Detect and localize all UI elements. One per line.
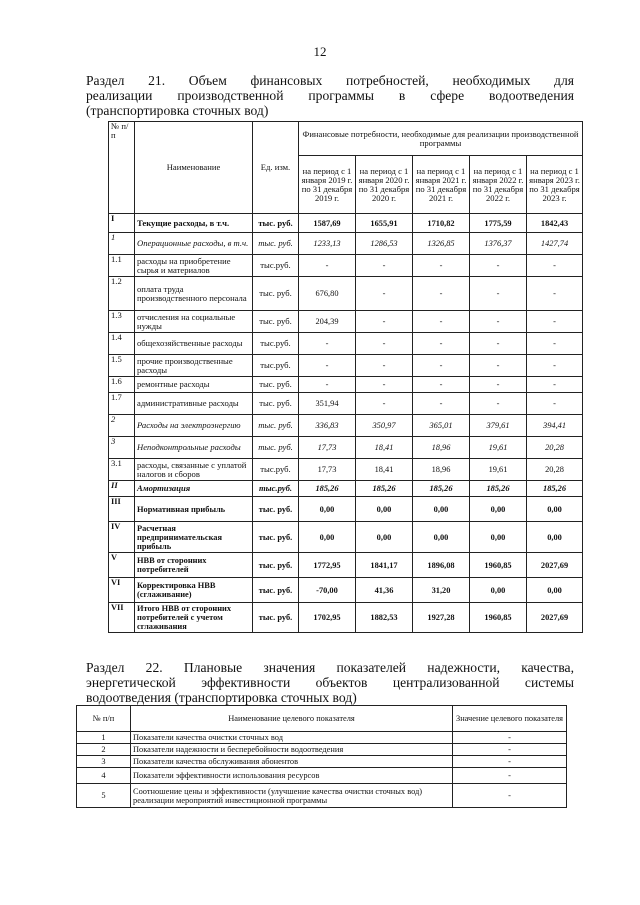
row-value: 0,00 xyxy=(527,578,583,603)
row-unit: тыс.руб. xyxy=(253,459,299,481)
row-unit: тыс. руб. xyxy=(253,603,299,633)
row-value: 2027,69 xyxy=(527,603,583,633)
row-name: Показатели качества обслуживания абонентов xyxy=(131,756,453,768)
row-value: 1702,95 xyxy=(299,603,356,633)
row-value: 17,73 xyxy=(299,459,356,481)
page-number: 12 xyxy=(313,44,327,59)
row-value: 379,61 xyxy=(470,415,527,437)
row-value: 350,97 xyxy=(356,415,413,437)
row-value: - xyxy=(470,311,527,333)
row-value: 676,80 xyxy=(299,277,356,311)
row-num: 4 xyxy=(77,768,131,784)
section-22-heading xyxy=(86,660,574,705)
row-name: НВВ от сторонних потребителей xyxy=(135,553,253,578)
row-value: 1286,53 xyxy=(356,233,413,255)
row-value: 20,28 xyxy=(527,459,583,481)
row-num: 1.7 xyxy=(109,393,135,415)
row-value: - xyxy=(299,377,356,393)
row-value: - xyxy=(413,377,470,393)
row-value: - xyxy=(356,355,413,377)
row-value: 31,20 xyxy=(413,578,470,603)
row-name: Операционные расходы, в т.ч. xyxy=(135,233,253,255)
row-value: - xyxy=(356,311,413,333)
row-num: 1.1 xyxy=(109,255,135,277)
row-value: 0,00 xyxy=(470,522,527,553)
row-value: - xyxy=(470,255,527,277)
row-unit: тыс. руб. xyxy=(253,553,299,578)
row-value: - xyxy=(413,311,470,333)
row-value: 1960,85 xyxy=(470,603,527,633)
row-num: 3.1 xyxy=(109,459,135,481)
row-num: 1.6 xyxy=(109,377,135,393)
row-num: II xyxy=(109,481,135,497)
row-value: 0,00 xyxy=(470,497,527,522)
row-value: 1710,82 xyxy=(413,214,470,233)
row-num: V xyxy=(109,553,135,578)
row-value: - xyxy=(453,732,567,744)
row-value: 0,00 xyxy=(299,522,356,553)
row-value: 18,41 xyxy=(356,459,413,481)
heading-line: (транспортировка сточных вод) xyxy=(86,103,269,118)
row-name: Показатели надежности и бесперебойности водоотведения xyxy=(131,744,453,756)
row-value: - xyxy=(413,333,470,355)
header-name: Наименование целевого показателя xyxy=(131,706,453,732)
row-value: - xyxy=(299,333,356,355)
row-value: 351,94 xyxy=(299,393,356,415)
row-value: - xyxy=(413,277,470,311)
row-name: Показатели качества очистки сточных вод xyxy=(131,732,453,744)
row-value: 19,61 xyxy=(470,459,527,481)
table-row xyxy=(109,522,583,553)
row-value: - xyxy=(527,255,583,277)
row-value: 1896,08 xyxy=(413,553,470,578)
row-unit: тыс. руб. xyxy=(253,415,299,437)
row-value: - xyxy=(356,277,413,311)
row-value: 20,28 xyxy=(527,437,583,459)
table-row xyxy=(77,732,567,744)
row-value: 1376,37 xyxy=(470,233,527,255)
row-value: 0,00 xyxy=(413,522,470,553)
row-value: 0,00 xyxy=(356,497,413,522)
row-value: 18,96 xyxy=(413,459,470,481)
row-value: 185,26 xyxy=(470,481,527,497)
row-value: 41,36 xyxy=(356,578,413,603)
row-value: 2027,69 xyxy=(527,553,583,578)
row-unit: тыс. руб. xyxy=(253,277,299,311)
row-num: 1.4 xyxy=(109,333,135,355)
row-value: 1772,95 xyxy=(299,553,356,578)
row-name: Текущие расходы, в т.ч. xyxy=(135,214,253,233)
table-row xyxy=(77,784,567,808)
table-row xyxy=(109,311,583,333)
row-unit: тыс. руб. xyxy=(253,393,299,415)
table-row xyxy=(109,393,583,415)
table-row xyxy=(77,768,567,784)
heading-line: энергетической эффективности объектов централизованной системы xyxy=(86,675,574,690)
header-period: на период с 1 января 2019 г. по 31 декабря 2019 г. xyxy=(299,156,356,214)
row-value: 1882,53 xyxy=(356,603,413,633)
row-value: 1427,74 xyxy=(527,233,583,255)
table-row xyxy=(109,277,583,311)
table-row xyxy=(109,255,583,277)
row-value: - xyxy=(470,377,527,393)
row-value: 1842,43 xyxy=(527,214,583,233)
row-value: 204,39 xyxy=(299,311,356,333)
row-value: 19,61 xyxy=(470,437,527,459)
row-value: - xyxy=(356,333,413,355)
row-value: - xyxy=(356,393,413,415)
row-value: - xyxy=(470,355,527,377)
header-num: № п/п xyxy=(109,122,135,214)
table-row xyxy=(109,377,583,393)
row-value: 336,83 xyxy=(299,415,356,437)
row-unit: тыс. руб. xyxy=(253,214,299,233)
row-value: 0,00 xyxy=(527,497,583,522)
row-value: 1927,28 xyxy=(413,603,470,633)
header-period: на период с 1 января 2020 г. по 31 декабря 2020 г. xyxy=(356,156,413,214)
row-unit: тыс. руб. xyxy=(253,497,299,522)
row-num: I xyxy=(109,214,135,233)
financial-needs-table xyxy=(108,121,583,633)
row-unit: тыс. руб. xyxy=(253,233,299,255)
row-name: ремонтные расходы xyxy=(135,377,253,393)
header-period: на период с 1 января 2022 г. по 31 декабря 2022 г. xyxy=(470,156,527,214)
row-value: - xyxy=(356,377,413,393)
row-name: Расходы на электроэнергию xyxy=(135,415,253,437)
row-unit: тыс.руб. xyxy=(253,481,299,497)
row-value: - xyxy=(453,756,567,768)
row-name: Неподконтрольные расходы xyxy=(135,437,253,459)
row-num: IV xyxy=(109,522,135,553)
header-value: Значение целевого показателя xyxy=(453,706,567,732)
row-value: - xyxy=(299,255,356,277)
target-indicators-table xyxy=(76,705,567,808)
row-value: - xyxy=(527,277,583,311)
header-period: на период с 1 января 2021 г. по 31 декабря 2021 г. xyxy=(413,156,470,214)
row-name: Показатели эффективности использования ресурсов xyxy=(131,768,453,784)
row-value: - xyxy=(299,355,356,377)
table-row xyxy=(109,481,583,497)
row-name: прочие производственные расходы xyxy=(135,355,253,377)
table-row xyxy=(77,744,567,756)
row-unit: тыс. руб. xyxy=(253,578,299,603)
row-value: 18,41 xyxy=(356,437,413,459)
row-num: VII xyxy=(109,603,135,633)
heading-line: водоотведения (транспортировка сточных вод) xyxy=(86,690,357,705)
row-value: - xyxy=(470,277,527,311)
row-num: VI xyxy=(109,578,135,603)
row-value: - xyxy=(527,377,583,393)
table-row xyxy=(109,553,583,578)
table-row xyxy=(109,415,583,437)
row-name: общехозяйственные расходы xyxy=(135,333,253,355)
header-group: Финансовые потребности, необходимые для реализации производственной программы xyxy=(299,122,583,156)
row-unit: тыс. руб. xyxy=(253,522,299,553)
row-value: 185,26 xyxy=(527,481,583,497)
row-value: 1233,13 xyxy=(299,233,356,255)
row-value: 1960,85 xyxy=(470,553,527,578)
table-row xyxy=(109,233,583,255)
row-value: - xyxy=(356,255,413,277)
row-num: 5 xyxy=(77,784,131,808)
table-row xyxy=(109,437,583,459)
row-value: 365,01 xyxy=(413,415,470,437)
row-value: - xyxy=(413,255,470,277)
row-name: Амортизация xyxy=(135,481,253,497)
row-num: 1.5 xyxy=(109,355,135,377)
header-period: на период с 1 января 2023 г. по 31 декабря 2023 г. xyxy=(527,156,583,214)
row-num: III xyxy=(109,497,135,522)
row-num: 2 xyxy=(77,744,131,756)
row-num: 1 xyxy=(109,233,135,255)
heading-line: Раздел 22. Плановые значения показателей надежности, качества, xyxy=(86,660,574,675)
row-num: 3 xyxy=(109,437,135,459)
heading-line: реализации производственной программы в сфере водоотведения xyxy=(86,88,574,103)
row-value: 0,00 xyxy=(299,497,356,522)
row-name: Корректировка НВВ (сглаживание) xyxy=(135,578,253,603)
row-value: -70,00 xyxy=(299,578,356,603)
row-num: 2 xyxy=(109,415,135,437)
heading-line: Раздел 21. Объем финансовых потребностей, необходимых для xyxy=(86,73,574,88)
row-unit: тыс.руб. xyxy=(253,255,299,277)
row-name: оплата труда производственного персонала xyxy=(135,277,253,311)
row-value: - xyxy=(453,784,567,808)
row-name: административные расходы xyxy=(135,393,253,415)
header-unit: Ед. изм. xyxy=(253,122,299,214)
row-value: - xyxy=(470,393,527,415)
row-value: - xyxy=(413,393,470,415)
row-num: 1.3 xyxy=(109,311,135,333)
row-num: 1 xyxy=(77,732,131,744)
row-num: 1.2 xyxy=(109,277,135,311)
table-row xyxy=(109,578,583,603)
row-value: 1587,69 xyxy=(299,214,356,233)
row-unit: тыс.руб. xyxy=(253,355,299,377)
row-value: 0,00 xyxy=(527,522,583,553)
row-unit: тыс.руб. xyxy=(253,333,299,355)
row-name: Нормативная прибыль xyxy=(135,497,253,522)
row-value: 0,00 xyxy=(470,578,527,603)
row-unit: тыс. руб. xyxy=(253,377,299,393)
row-value: 17,73 xyxy=(299,437,356,459)
table-row xyxy=(109,355,583,377)
row-value: - xyxy=(527,333,583,355)
row-name: отчисления на социальные нужды xyxy=(135,311,253,333)
row-name: расходы на приобретение сырья и материалов xyxy=(135,255,253,277)
header-name: Наименование xyxy=(135,122,253,214)
row-value: 185,26 xyxy=(413,481,470,497)
row-value: - xyxy=(453,744,567,756)
row-value: - xyxy=(527,311,583,333)
row-name: Итого НВВ от сторонних потребителей с учетом сглаживания xyxy=(135,603,253,633)
row-name: Расчетная предпринимательская прибыль xyxy=(135,522,253,553)
row-value: 18,96 xyxy=(413,437,470,459)
row-num: 3 xyxy=(77,756,131,768)
row-value: - xyxy=(470,333,527,355)
row-value: 185,26 xyxy=(356,481,413,497)
row-value: 0,00 xyxy=(413,497,470,522)
header-num: № п/п xyxy=(77,706,131,732)
row-value: 1655,91 xyxy=(356,214,413,233)
row-value: - xyxy=(413,355,470,377)
row-unit: тыс. руб. xyxy=(253,311,299,333)
table-row xyxy=(109,603,583,633)
row-name: расходы, связанные с уплатой налогов и сборов xyxy=(135,459,253,481)
table-row xyxy=(77,756,567,768)
table-row xyxy=(109,497,583,522)
row-value: 0,00 xyxy=(356,522,413,553)
row-value: 1775,59 xyxy=(470,214,527,233)
row-value: - xyxy=(527,393,583,415)
section-21-heading xyxy=(86,73,574,118)
row-value: 394,41 xyxy=(527,415,583,437)
table-row xyxy=(109,459,583,481)
row-unit: тыс. руб. xyxy=(253,437,299,459)
table-row xyxy=(109,333,583,355)
row-value: - xyxy=(453,768,567,784)
row-value: 185,26 xyxy=(299,481,356,497)
table-row xyxy=(109,214,583,233)
row-name: Соотношение цены и эффективности (улучшение качества очистки сточных вод) реализации мероприятий инвестиционной программы xyxy=(131,784,453,808)
row-value: 1841,17 xyxy=(356,553,413,578)
row-value: - xyxy=(527,355,583,377)
row-value: 1326,85 xyxy=(413,233,470,255)
